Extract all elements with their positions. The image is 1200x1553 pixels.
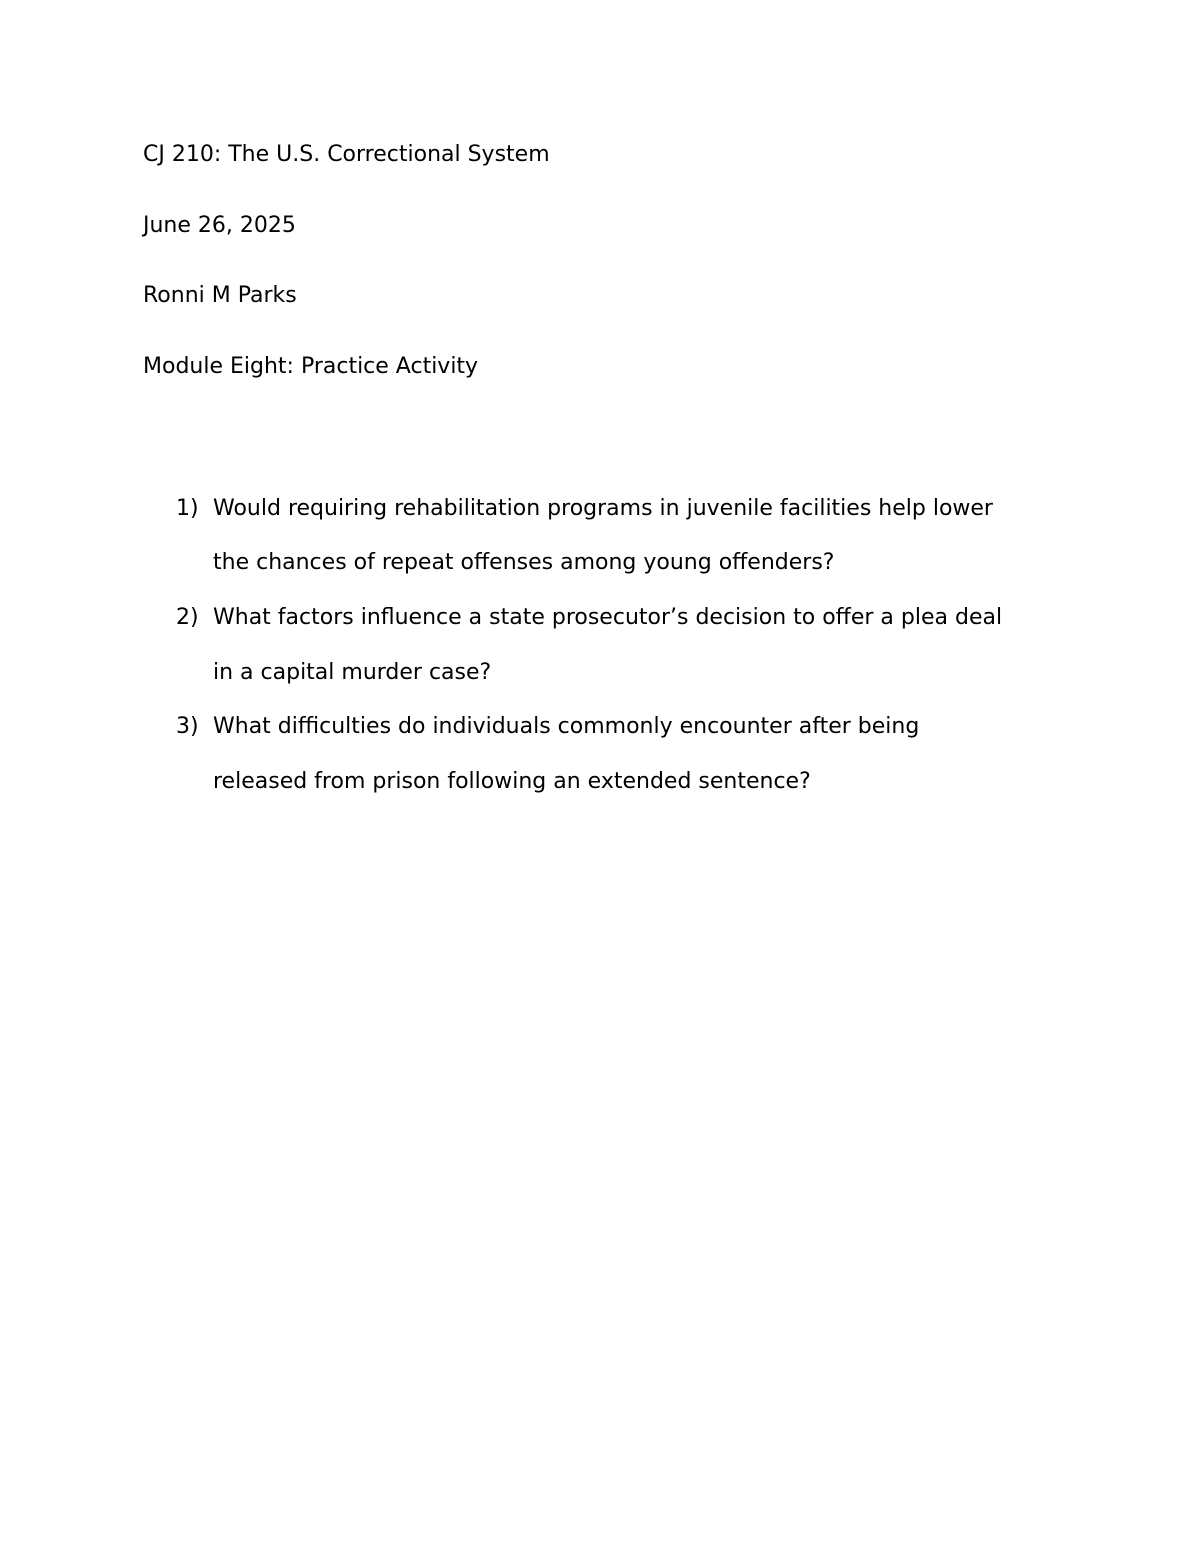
date-line: June 26, 2025 xyxy=(143,213,296,238)
question-number: 3) xyxy=(176,714,199,739)
assignment-title: Module Eight: Practice Activity xyxy=(143,354,479,379)
author-name: Ronni M Parks xyxy=(143,283,297,308)
question-number: 2) xyxy=(176,605,199,630)
question-text-line: What difficulties do individuals commonly encounter after being xyxy=(213,714,920,739)
question-text-line: released from prison following an extended sentence? xyxy=(213,769,811,794)
question-number: 1) xyxy=(176,496,199,521)
question-text-line: What factors influence a state prosecutor’s decision to offer a plea deal xyxy=(213,605,1003,630)
question-text-line: in a capital murder case? xyxy=(213,660,492,685)
question-text-line: the chances of repeat offenses among young offenders? xyxy=(213,550,835,575)
question-text-line: Would requiring rehabilitation programs in juvenile facilities help lower xyxy=(213,496,993,521)
course-title: CJ 210: The U.S. Correctional System xyxy=(143,142,550,167)
